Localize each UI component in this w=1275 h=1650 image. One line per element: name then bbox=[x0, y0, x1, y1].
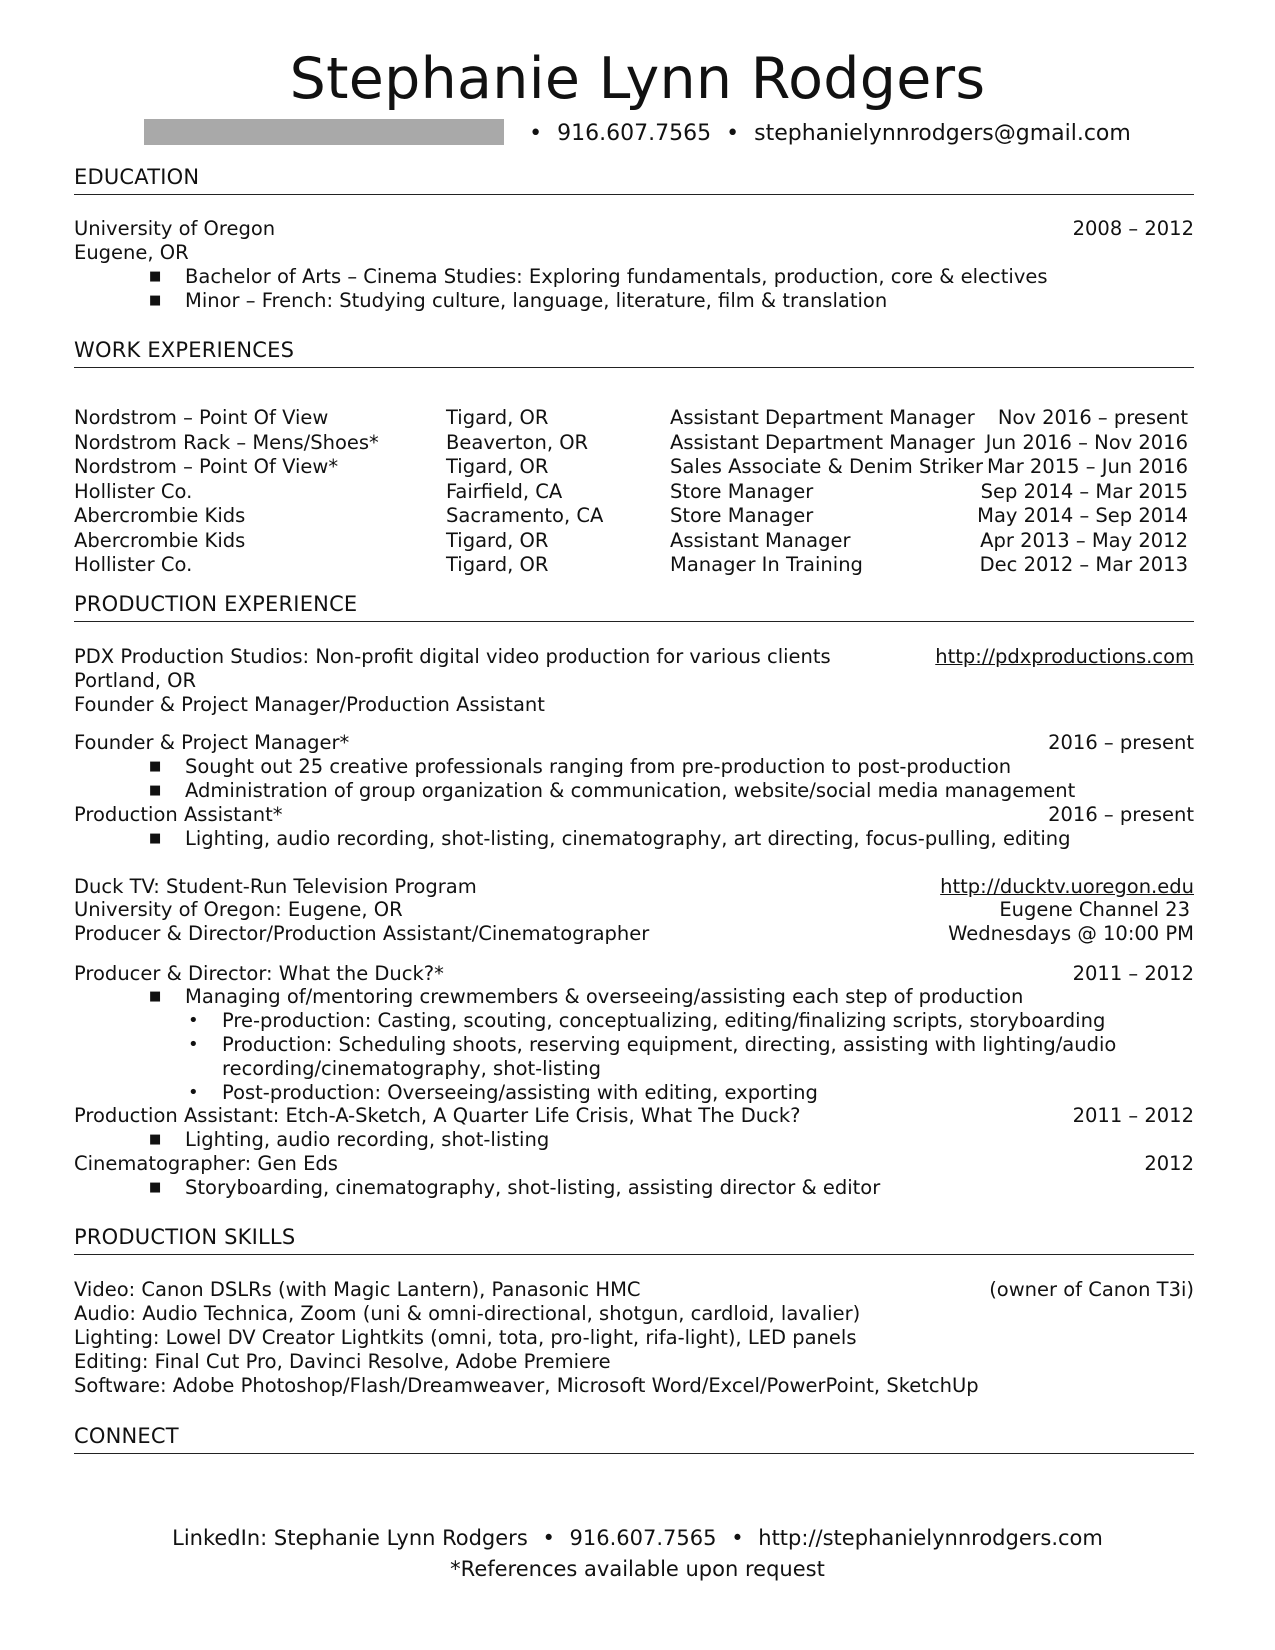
section-work bbox=[74, 335, 1194, 368]
duck-location: University of Oregon: Eugene, OR bbox=[74, 898, 403, 921]
list-item: ■ Storyboarding, cinematography, shot-listing, assisting director & editor bbox=[149, 1176, 881, 1199]
role-dates: 2016 – present bbox=[1048, 803, 1194, 826]
work-company: Nordstrom – Point Of View* bbox=[74, 455, 339, 478]
role-title: Production Assistant: Etch-A-Sketch, A Quarter Life Crisis, What The Duck? bbox=[74, 1104, 801, 1127]
pdx-assistant-line bbox=[74, 803, 1194, 828]
bullet-marker: ■ bbox=[149, 989, 162, 1004]
role-title: Cinematographer: Gen Eds bbox=[74, 1152, 338, 1175]
pdx-founder-line bbox=[74, 731, 1194, 756]
work-role: Store Manager bbox=[670, 479, 814, 503]
list-item: ■ Minor – French: Studying culture, language, literature, film & translation bbox=[149, 289, 888, 312]
section-connect bbox=[74, 1421, 1194, 1454]
separator-dot: • bbox=[542, 1526, 555, 1550]
skill-software: Software: Adobe Photoshop/Flash/Dreamweaver, Microsoft Word/Excel/PowerPoint, SketchUp bbox=[74, 1374, 979, 1397]
bullet-marker: ■ bbox=[149, 1180, 162, 1195]
work-company: Abercrombie Kids bbox=[74, 528, 246, 552]
skill-video-note: (owner of Canon T3i) bbox=[989, 1278, 1194, 1301]
connect-phone: 916.607.7565 bbox=[569, 1526, 717, 1550]
separator-dot: • bbox=[731, 1526, 744, 1550]
pdx-heading-line bbox=[74, 645, 1194, 670]
duck-heading-line bbox=[74, 875, 1194, 900]
work-dates: Apr 2013 – May 2012 bbox=[980, 528, 1188, 552]
separator-dot: • bbox=[529, 121, 543, 146]
role-dates: 2011 – 2012 bbox=[1072, 1104, 1194, 1127]
sub-list-item: • Post-production: Overseeing/assisting with editing, exporting bbox=[188, 1081, 818, 1104]
duck-pa-line bbox=[74, 1104, 1194, 1129]
work-company: Hollister Co. bbox=[74, 479, 193, 503]
work-location: Beaverton, OR bbox=[446, 430, 589, 454]
section-title: WORK EXPERIENCES bbox=[74, 335, 1194, 368]
work-table bbox=[74, 406, 1194, 578]
bullet-marker: ■ bbox=[149, 293, 162, 308]
section-title: CONNECT bbox=[74, 1421, 1194, 1454]
work-role: Manager In Training bbox=[670, 553, 863, 576]
work-dates: Jun 2016 – Nov 2016 bbox=[985, 430, 1188, 454]
role-title: Production Assistant* bbox=[74, 803, 283, 826]
work-location: Sacramento, CA bbox=[446, 504, 604, 527]
phone-number: 916.607.7565 bbox=[557, 121, 712, 146]
separator-dot: • bbox=[726, 121, 740, 146]
duck-roles-line bbox=[74, 922, 1194, 947]
work-dates: Mar 2015 – Jun 2016 bbox=[986, 455, 1188, 478]
table-row bbox=[74, 504, 1194, 529]
pdx-roles: Founder & Project Manager/Production Assistant bbox=[74, 693, 545, 716]
section-title: PRODUCTION SKILLS bbox=[74, 1222, 1194, 1255]
pdx-website-link[interactable]: http://pdxproductions.com bbox=[935, 645, 1194, 668]
work-company: Hollister Co. bbox=[74, 553, 193, 576]
bullet-marker: • bbox=[188, 1010, 199, 1031]
section-production bbox=[74, 589, 1194, 622]
references-note: *References available upon request bbox=[450, 1557, 825, 1581]
education-school-line bbox=[74, 217, 1194, 242]
work-role: Assistant Manager bbox=[670, 528, 851, 552]
table-row bbox=[74, 431, 1194, 456]
table-row bbox=[74, 406, 1194, 431]
education-dates: 2008 – 2012 bbox=[1072, 217, 1194, 240]
linkedin-link[interactable]: LinkedIn: Stephanie Lynn Rodgers bbox=[172, 1526, 528, 1550]
duck-cine-line bbox=[74, 1152, 1194, 1177]
pdx-location: Portland, OR bbox=[74, 669, 197, 692]
bullet-marker: ■ bbox=[149, 783, 162, 798]
section-education bbox=[74, 162, 1194, 195]
work-company: Nordstrom Rack – Mens/Shoes* bbox=[74, 430, 379, 454]
sub-list-item: • Production: Scheduling shoots, reserving equipment, directing, assisting with lighting/audio bbox=[188, 1033, 1117, 1056]
contact-line bbox=[0, 118, 1275, 150]
duck-channel: Eugene Channel 23 bbox=[999, 898, 1190, 921]
list-item: ■ Lighting, audio recording, shot-listing bbox=[149, 1128, 550, 1151]
role-dates: 2012 bbox=[1144, 1152, 1194, 1175]
duck-location-line bbox=[74, 898, 1194, 923]
skill-audio: Audio: Audio Technica, Zoom (uni & omni-directional, shotgun, cardloid, lavalier) bbox=[74, 1302, 861, 1325]
email-address[interactable]: stephanielynnrodgers@gmail.com bbox=[754, 121, 1131, 146]
work-company: Abercrombie Kids bbox=[74, 504, 246, 527]
work-location: Tigard, OR bbox=[446, 528, 549, 552]
skill-lighting: Lighting: Lowel DV Creator Lightkits (omni, tota, pro-light, rifa-light), LED panels bbox=[74, 1326, 857, 1349]
work-dates: May 2014 – Sep 2014 bbox=[977, 504, 1188, 527]
table-row bbox=[74, 455, 1194, 480]
duck-roles: Producer & Director/Production Assistant/Cinematographer bbox=[74, 922, 650, 945]
list-item: ■ Bachelor of Arts – Cinema Studies: Exploring fundamentals, production, core & electives bbox=[149, 265, 1048, 288]
work-location: Fairfield, CA bbox=[446, 479, 563, 503]
work-dates: Nov 2016 – present bbox=[997, 406, 1188, 429]
skill-video: Video: Canon DSLRs (with Magic Lantern), Panasonic HMC bbox=[74, 1278, 641, 1301]
work-role: Sales Associate & Denim Striker bbox=[670, 455, 984, 478]
role-dates: 2011 – 2012 bbox=[1072, 962, 1194, 985]
education-location: Eugene, OR bbox=[74, 241, 189, 264]
bullet-marker: ■ bbox=[149, 831, 162, 846]
list-item: ■ Lighting, audio recording, shot-listing, cinematography, art directing, focus-pulling, editing bbox=[149, 827, 1071, 850]
work-dates: Dec 2012 – Mar 2013 bbox=[979, 553, 1188, 576]
bullet-marker: ■ bbox=[149, 759, 162, 774]
bullet-marker: • bbox=[188, 1082, 199, 1103]
school-name: University of Oregon bbox=[74, 217, 276, 240]
personal-website-link[interactable]: http://stephanielynnrodgers.com bbox=[758, 1526, 1103, 1550]
work-dates: Sep 2014 – Mar 2015 bbox=[980, 479, 1188, 503]
duck-website-link[interactable]: http://ducktv.uoregon.edu bbox=[940, 875, 1194, 898]
work-role: Store Manager bbox=[670, 504, 814, 527]
work-location: Tigard, OR bbox=[446, 406, 549, 429]
bullet-marker: ■ bbox=[149, 1132, 162, 1147]
work-role: Assistant Department Manager bbox=[670, 430, 975, 454]
connect-line bbox=[0, 1523, 1275, 1554]
sub-list-item-continuation: recording/cinematography, shot-listing bbox=[222, 1057, 601, 1080]
redacted-address bbox=[144, 119, 504, 145]
duck-description: Duck TV: Student-Run Television Program bbox=[74, 875, 477, 898]
list-item: ■ Managing of/mentoring crewmembers & overseeing/assisting each step of production bbox=[149, 985, 1024, 1008]
role-dates: 2016 – present bbox=[1048, 731, 1194, 754]
role-title: Producer & Director: What the Duck?* bbox=[74, 962, 444, 985]
list-item: ■ Administration of group organization & communication, website/social media management bbox=[149, 779, 1076, 802]
skills-video-line bbox=[74, 1278, 1194, 1303]
duck-producer-line bbox=[74, 962, 1194, 987]
table-row bbox=[74, 480, 1194, 505]
section-title: EDUCATION bbox=[74, 162, 1194, 195]
section-title: PRODUCTION EXPERIENCE bbox=[74, 589, 1194, 622]
table-row bbox=[74, 553, 1194, 578]
work-role: Assistant Department Manager bbox=[670, 406, 975, 429]
skill-editing: Editing: Final Cut Pro, Davinci Resolve, Adobe Premiere bbox=[74, 1350, 611, 1373]
bullet-marker: • bbox=[188, 1034, 199, 1055]
sub-list-item: • Pre-production: Casting, scouting, conceptualizing, editing/finalizing scripts, storyboarding bbox=[188, 1009, 1106, 1032]
work-location: Tigard, OR bbox=[446, 455, 549, 478]
role-title: Founder & Project Manager* bbox=[74, 731, 350, 754]
work-company: Nordstrom – Point Of View bbox=[74, 406, 329, 429]
bullet-marker: ■ bbox=[149, 269, 162, 284]
table-row bbox=[74, 529, 1194, 554]
work-location: Tigard, OR bbox=[446, 553, 549, 576]
section-skills bbox=[74, 1222, 1194, 1255]
candidate-name: Stephanie Lynn Rodgers bbox=[289, 46, 986, 112]
pdx-description: PDX Production Studios: Non-profit digital video production for various clients bbox=[74, 645, 831, 668]
duck-airtime: Wednesdays @ 10:00 PM bbox=[948, 922, 1194, 945]
list-item: ■ Sought out 25 creative professionals ranging from pre-production to post-production bbox=[149, 755, 1012, 778]
